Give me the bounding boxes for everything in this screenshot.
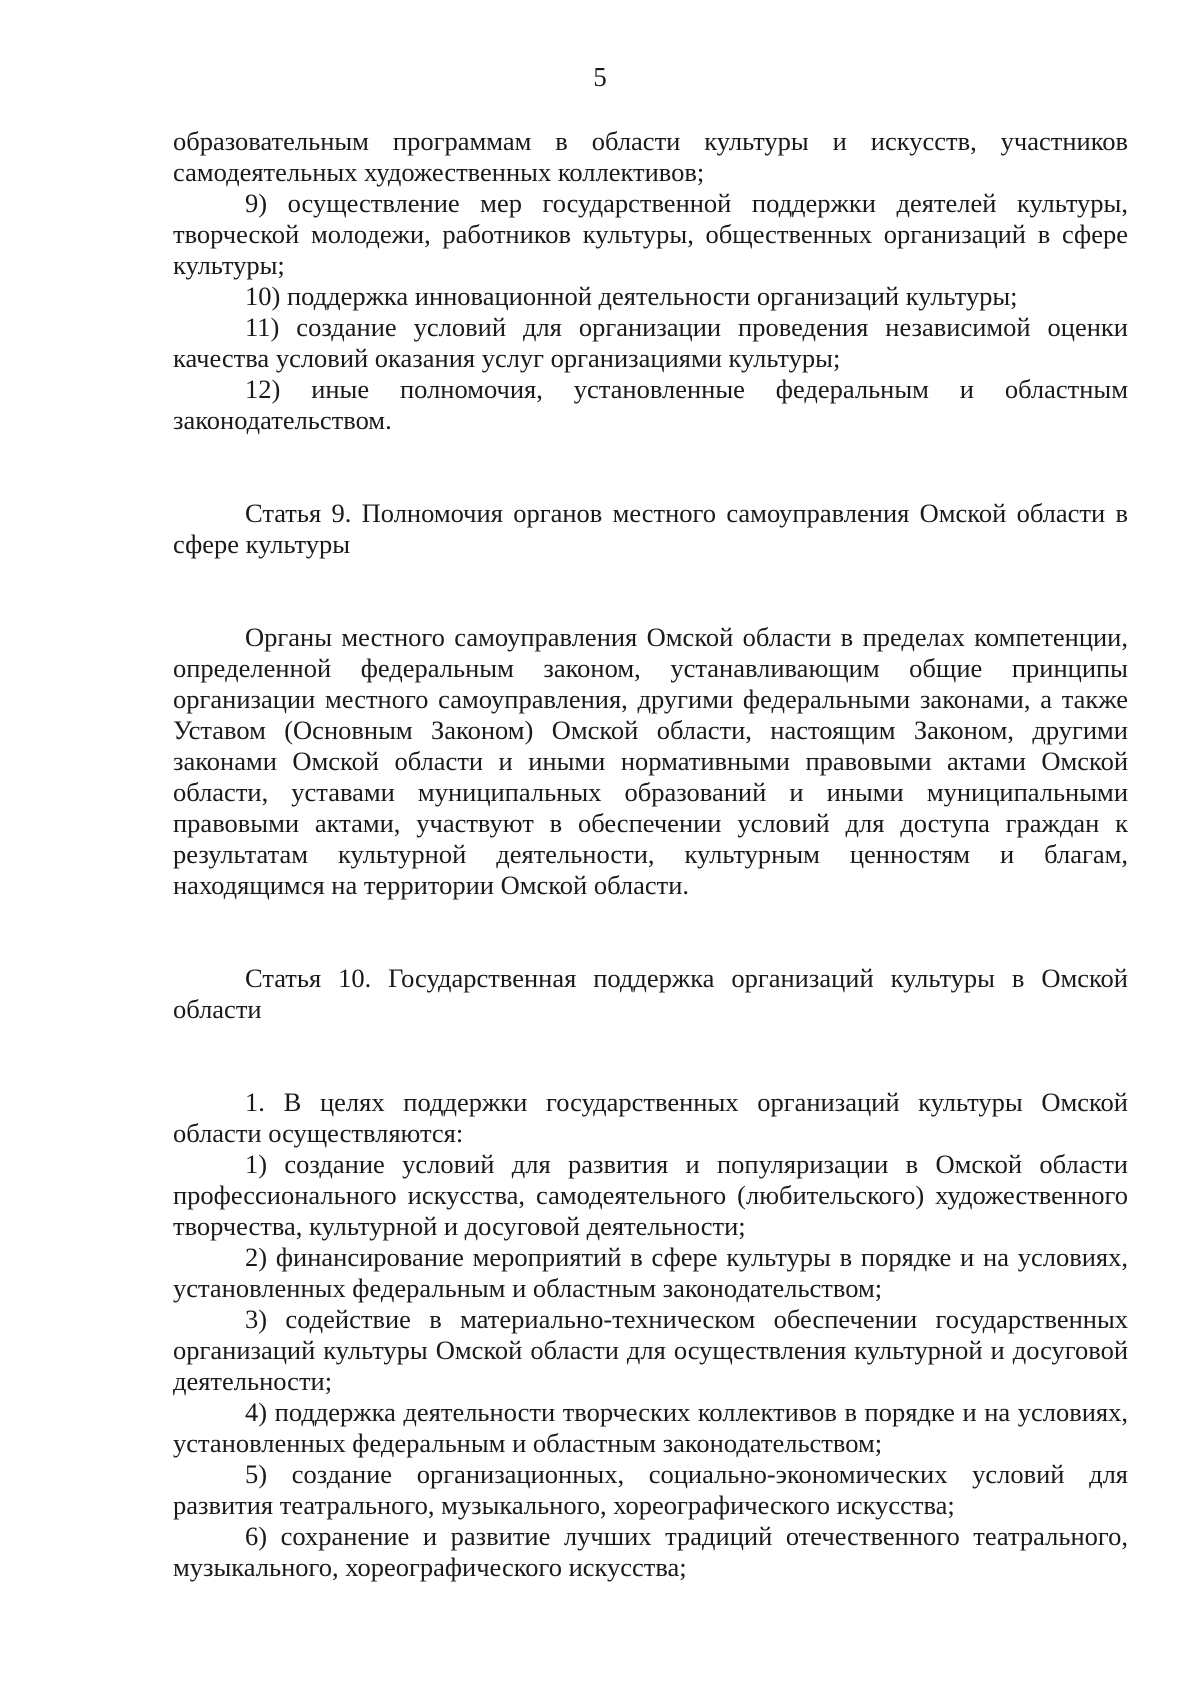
item-8-continuation: образовательным программам в области культуры и искусств, участников самодеятельных художественных коллективов; [173, 126, 1128, 187]
article-9-heading: Статья 9. Полномочия органов местного самоуправления Омской области в сфере культуры [173, 498, 1128, 559]
list-item: 5) создание организационных, социально-экономических условий для развития театрального, музыкального, хореографического искусства; [173, 1459, 1128, 1520]
list-item: 11) создание условий для организации проведения независимой оценки качества условий оказания услуг организациями культуры; [173, 312, 1128, 373]
list-item: 2) финансирование мероприятий в сфере культуры в порядке и на условиях, установленных федеральным и областным законодательством; [173, 1242, 1128, 1303]
list-item: 3) содействие в материально-техническом обеспечении государственных организаций культуры Омской области для осуществления культурной и досуговой деятельности; [173, 1304, 1128, 1396]
article-10-heading: Статья 10. Государственная поддержка организаций культуры в Омской области [173, 963, 1128, 1024]
article-9-body: Органы местного самоуправления Омской области в пределах компетенции, определенной федеральным законом, устанавливающим общие принципы организации местного самоуправления, другими федеральными законами, а также Уставом (Основным Законом) Омской области, настоящим Законом, другими законами Омской области и иными нормативными правовыми актами Омской области, уставами муниципальных образований и иными муниципальными правовыми актами, участвуют в обеспечении условий для доступа граждан к результатам культурной деятельности, культурным ценностям и благам, находящимся на территории Омской области. [173, 622, 1128, 900]
list-item: 10) поддержка инновационной деятельности организаций культуры; [245, 281, 1018, 311]
list-item: 1) создание условий для развития и популяризации в Омской области профессионального искусства, самодеятельного (любительского) художественного творчества, культурной и досуговой деятельности; [173, 1149, 1128, 1241]
list-item: 9) осуществление мер государственной поддержки деятелей культуры, творческой молодежи, работников культуры, общественных организаций в сфере культуры; [173, 188, 1128, 280]
article-10-intro: 1. В целях поддержки государственных организаций культуры Омской области осуществляются: [173, 1087, 1128, 1148]
list-item: 4) поддержка деятельности творческих коллективов в порядке и на условиях, установленных федеральным и областным законодательством; [173, 1397, 1128, 1458]
document-body [173, 126, 1128, 1583]
page-number: 5 [593, 62, 607, 92]
list-item: 6) сохранение и развитие лучших традиций отечественного театрального, музыкального, хореографического искусства; [173, 1521, 1128, 1582]
list-item: 12) иные полномочия, установленные федеральным и областным законодательством. [173, 374, 1128, 435]
